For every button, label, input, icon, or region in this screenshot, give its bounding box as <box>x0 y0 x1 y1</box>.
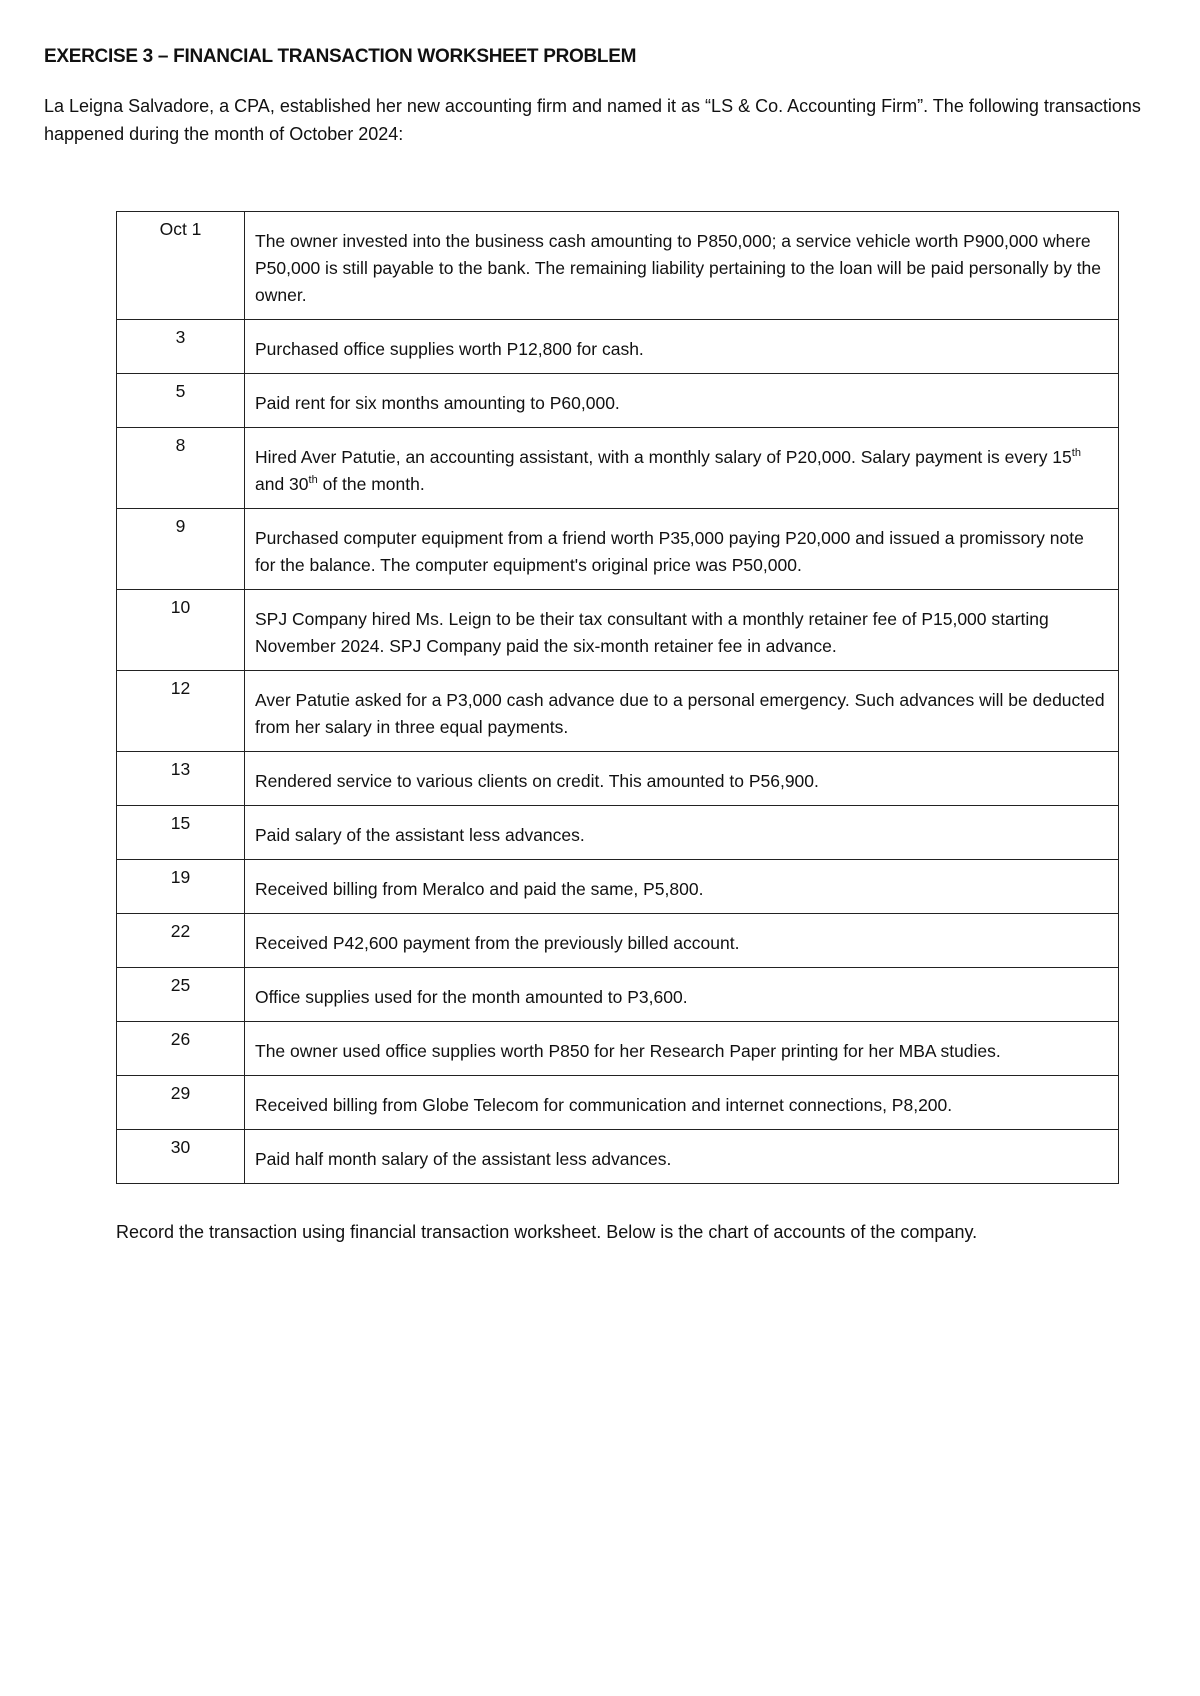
description-part: Hired Aver Patutie, an accounting assistant, with a monthly salary of P20,000. Salary payment is every 15 <box>255 447 1072 467</box>
transaction-description: Received billing from Meralco and paid the same, P5,800. <box>245 860 1119 914</box>
transaction-description: Paid half month salary of the assistant less advances. <box>245 1130 1119 1184</box>
table-row <box>117 1130 1119 1184</box>
table-row <box>117 752 1119 806</box>
transaction-date: 26 <box>117 1022 245 1076</box>
table-row <box>117 860 1119 914</box>
description-part: and 30 <box>255 474 309 494</box>
table-row <box>117 968 1119 1022</box>
transaction-description: Rendered service to various clients on credit. This amounted to P56,900. <box>245 752 1119 806</box>
transaction-description <box>245 428 1119 509</box>
intro-paragraph: La Leigna Salvadore, a CPA, established her new accounting firm and named it as “LS & Co. Accounting Firm”. The following transactions happened during the month of October 2024: <box>44 96 1141 144</box>
table-row <box>117 212 1119 320</box>
ordinal-suffix: th <box>308 474 318 487</box>
transactions-table <box>116 211 1119 1184</box>
table-row <box>117 671 1119 752</box>
instruction-note: Record the transaction using financial transaction worksheet. Below is the chart of accounts of the company. <box>116 1222 978 1242</box>
table-row <box>117 590 1119 671</box>
table-row <box>117 1076 1119 1130</box>
table-row <box>117 509 1119 590</box>
transaction-date: 12 <box>117 671 245 752</box>
transaction-date: 9 <box>117 509 245 590</box>
transaction-date: 3 <box>117 320 245 374</box>
table-row <box>117 1022 1119 1076</box>
transaction-description: Paid salary of the assistant less advances. <box>245 806 1119 860</box>
transaction-date: 25 <box>117 968 245 1022</box>
transaction-date: 5 <box>117 374 245 428</box>
transaction-description: The owner used office supplies worth P850 for her Research Paper printing for her MBA studies. <box>245 1022 1119 1076</box>
description-part: of the month. <box>317 474 425 494</box>
transaction-date: 30 <box>117 1130 245 1184</box>
transaction-description: SPJ Company hired Ms. Leign to be their tax consultant with a monthly retainer fee of P15,000 starting November 2024. SPJ Company paid the six-month retainer fee in advance. <box>245 590 1119 671</box>
transaction-description: Office supplies used for the month amounted to P3,600. <box>245 968 1119 1022</box>
transaction-date: 13 <box>117 752 245 806</box>
transaction-description: Received billing from Globe Telecom for communication and internet connections, P8,200. <box>245 1076 1119 1130</box>
transaction-date: 8 <box>117 428 245 509</box>
table-row <box>117 806 1119 860</box>
transaction-description: Purchased computer equipment from a friend worth P35,000 paying P20,000 and issued a promissory note for the balance. The computer equipment's original price was P50,000. <box>245 509 1119 590</box>
transaction-date: 10 <box>117 590 245 671</box>
transaction-date: 22 <box>117 914 245 968</box>
transaction-date: Oct 1 <box>117 212 245 320</box>
transaction-description: Paid rent for six months amounting to P60,000. <box>245 374 1119 428</box>
transaction-description: The owner invested into the business cash amounting to P850,000; a service vehicle worth P900,000 where P50,000 is still payable to the bank. The remaining liability pertaining to the loan will be paid personally by the owner. <box>245 212 1119 320</box>
transaction-date: 19 <box>117 860 245 914</box>
transaction-description: Received P42,600 payment from the previously billed account. <box>245 914 1119 968</box>
table-row <box>117 320 1119 374</box>
exercise-heading: EXERCISE 3 – FINANCIAL TRANSACTION WORKSHEET PROBLEM <box>44 46 637 67</box>
transaction-date: 15 <box>117 806 245 860</box>
transaction-description: Aver Patutie asked for a P3,000 cash advance due to a personal emergency. Such advances will be deducted from her salary in three equal payments. <box>245 671 1119 752</box>
transaction-description: Purchased office supplies worth P12,800 for cash. <box>245 320 1119 374</box>
transaction-date: 29 <box>117 1076 245 1130</box>
table-row <box>117 914 1119 968</box>
table-row <box>117 374 1119 428</box>
ordinal-suffix: th <box>1071 447 1081 460</box>
table-row <box>117 428 1119 509</box>
